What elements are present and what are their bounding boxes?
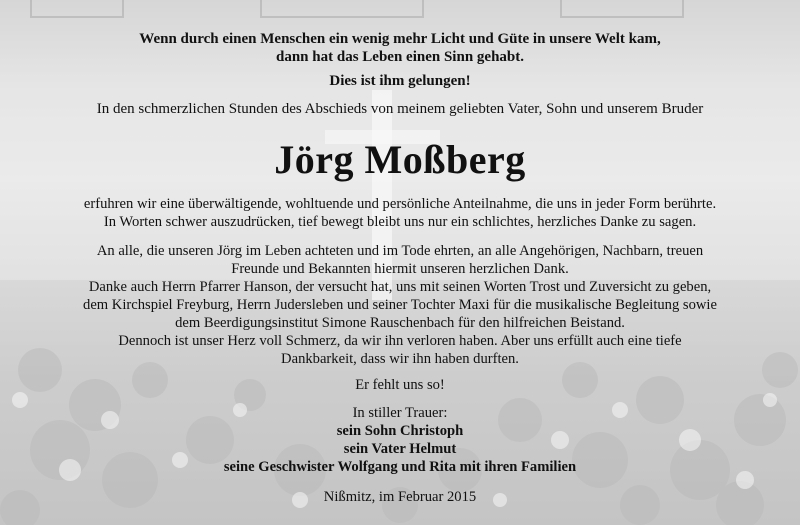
mourning-label: In stiller Trauer: [352, 405, 448, 421]
thanks-body-line-5: dem Beerdigungsinstitut Simone Rauschenbach für den hilfreichen Beistand. [175, 315, 625, 331]
thanks-intro-line-2: In Worten schwer auszudrücken, tief bewegt bleibt uns nur ein schlichtes, herzliches Danke zu sagen. [103, 214, 697, 230]
deceased-name: Jörg Moßberg [274, 137, 526, 182]
mourner-line-1: sein Sohn Christoph [336, 423, 464, 439]
motto-line-3: Dies ist ihm gelungen! [329, 73, 471, 89]
place-date: Nißmitz, im Februar 2015 [323, 489, 477, 505]
motto-line-1: Wenn durch einen Menschen ein wenig mehr Licht und Güte in unsere Welt kam, [139, 31, 661, 47]
motto-line-2: dann hat das Leben einen Sinn gehabt. [276, 49, 524, 65]
thanks-intro-line-1: erfuhren wir eine überwältigende, wohltuende und persönliche Anteilnahme, die uns in jeder Form berührte. [83, 196, 717, 212]
mourner-line-2: sein Vater Helmut [343, 441, 457, 457]
thanks-body-line-1: An alle, die unseren Jörg im Leben achteten und im Tode ehrten, an alle Angehörigen, Nachbarn, treuen [96, 243, 704, 259]
thanks-body-line-7: Dankbarkeit, dass wir ihn haben durften. [281, 351, 519, 367]
thanks-body-line-2: Freunde und Bekannten hiermit unseren herzlichen Dank. [231, 261, 569, 277]
missed-text: Er fehlt uns so! [355, 377, 445, 393]
intro-text: In den schmerzlichen Stunden des Abschieds von meinem geliebten Vater, Sohn und unserem Bruder [96, 101, 704, 117]
mourner-line-3: seine Geschwister Wolfgang und Rita mit ihren Familien [223, 459, 577, 475]
thanks-body-line-6: Dennoch ist unser Herz voll Schmerz, da wir ihn verloren haben. Aber uns erfüllt auch eine tiefe [118, 333, 682, 349]
thanks-body-line-4: dem Kirchspiel Freyburg, Herrn Judersleben und seiner Tochter Maxi für die musikalische Begleitung sowie [83, 297, 717, 313]
thanks-body-line-3: Danke auch Herrn Pfarrer Hanson, der versucht hat, uns mit seinen Worten Trost und Zuversicht zu geben, [88, 279, 712, 295]
